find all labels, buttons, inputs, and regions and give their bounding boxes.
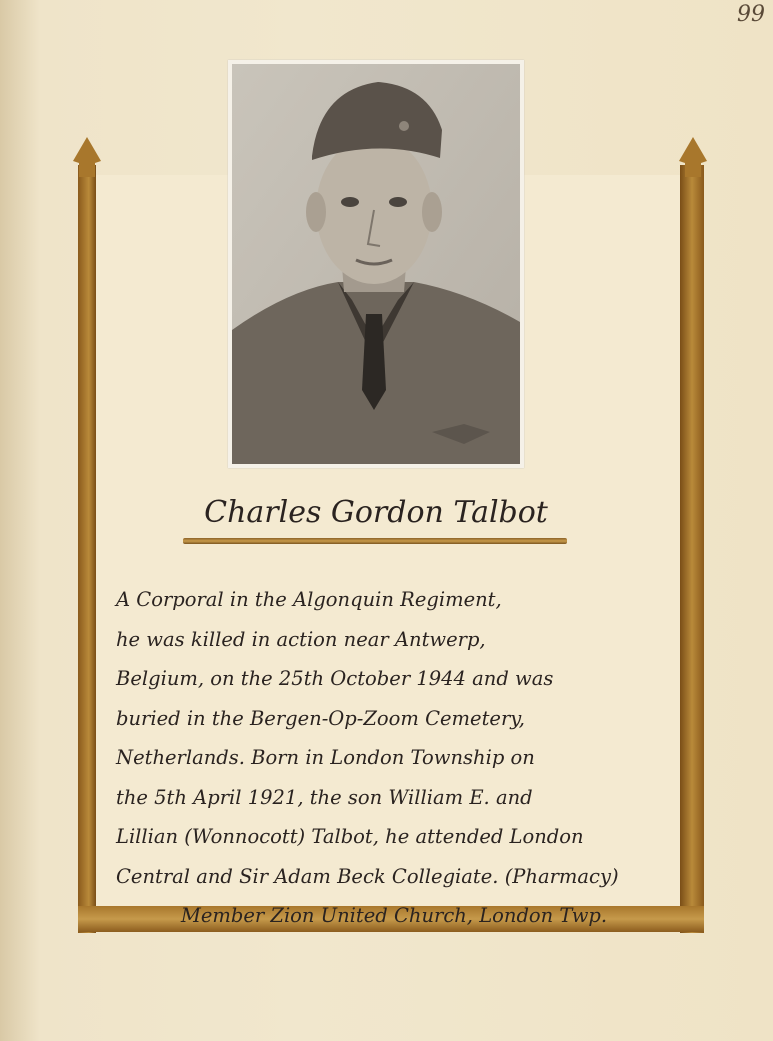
border-finial-right — [676, 137, 710, 177]
page-number: 99 — [737, 2, 765, 27]
biography-text — [116, 580, 672, 936]
biography-line: Central and Sir Adam Beck Collegiate. (Pharmacy) — [116, 864, 619, 888]
portrait-photo — [228, 60, 524, 468]
gold-border-right — [680, 165, 704, 933]
biography-line: the 5th April 1921, the son William E. and — [116, 785, 533, 809]
biography-line: Lillian (Wonnocott) Talbot, he attended London — [116, 825, 584, 848]
biography-line: A Corporal in the Algonquin Regiment, — [116, 588, 502, 611]
gold-border-left — [78, 165, 96, 933]
name-underline — [183, 538, 567, 544]
biography-line: buried in the Bergen-Op-Zoom Cemetery, — [116, 706, 525, 730]
biography-line: he was killed in action near Antwerp, — [116, 627, 486, 651]
border-finial-left — [70, 137, 104, 177]
biography-line: Member Zion United Church, London Twp. — [180, 904, 608, 927]
soldier-name: Charles Gordon Talbot — [204, 495, 548, 530]
biography-line: Belgium, on the 25th October 1944 and was — [116, 667, 554, 690]
biography-line: Netherlands. Born in London Township on — [116, 746, 535, 769]
